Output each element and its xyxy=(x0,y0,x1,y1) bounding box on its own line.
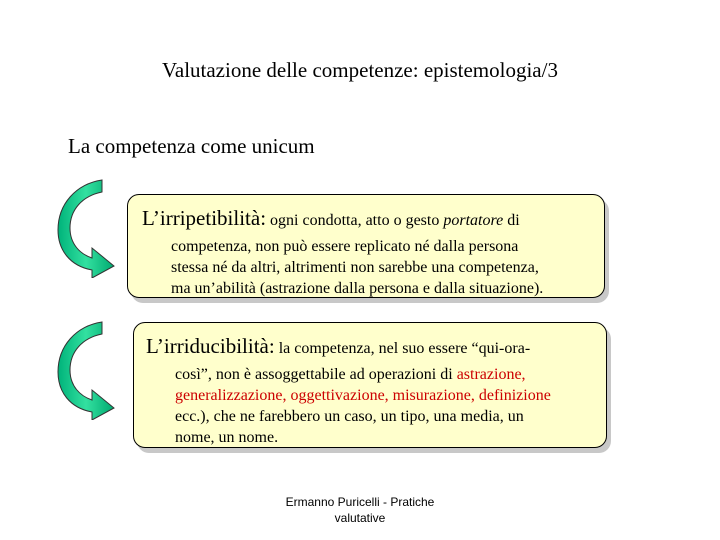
box2-text: la competenza, nel suo essere “qui-ora- xyxy=(278,340,531,357)
irripetibilita-box xyxy=(127,194,605,298)
box1-text-a: ogni condotta, atto o gesto xyxy=(270,212,440,229)
box1-line: stessa né da altri, altrimenti non sarebbe una competenza, xyxy=(171,259,539,276)
box2-body xyxy=(146,364,602,448)
box2-first-line xyxy=(146,331,602,364)
slide-title: Valutazione delle competenze: epistemologia/3 xyxy=(162,58,558,82)
box1-line: competenza, non può essere replicato né dalla persona xyxy=(171,238,519,255)
box1-line: ma un’abilità (astrazione dalla persona e dalla situazione). xyxy=(171,280,544,297)
box1-body xyxy=(142,236,594,299)
curved-arrow-icon xyxy=(56,320,118,420)
box1-first-line xyxy=(142,203,594,236)
box2-red-text: astrazione, xyxy=(456,366,526,383)
box2-red-line: generalizzazione, oggettivazione, misurazione, definizione xyxy=(175,387,551,404)
box2-text: così”, non è assoggettabile ad operazioni di xyxy=(175,366,453,383)
box1-text-italic: portatore xyxy=(443,212,504,229)
curved-arrow-icon xyxy=(56,178,118,278)
footer-line: Ermanno Puricelli - Pratiche xyxy=(285,495,435,509)
box2-term: L’irriducibilità: xyxy=(146,334,275,358)
box2-line: ecc.), che ne farebbero un caso, un tipo, una media, un xyxy=(175,408,524,425)
footer xyxy=(250,494,470,526)
box1-text-b: di xyxy=(507,212,520,229)
box1-term: L’irripetibilità: xyxy=(142,206,267,230)
footer-line: valutative xyxy=(334,511,386,525)
irriducibilita-box xyxy=(133,322,607,448)
box2-line xyxy=(175,364,602,385)
box2-line: nome, un nome. xyxy=(175,429,279,446)
slide-subtitle: La competenza come unicum xyxy=(68,134,315,158)
